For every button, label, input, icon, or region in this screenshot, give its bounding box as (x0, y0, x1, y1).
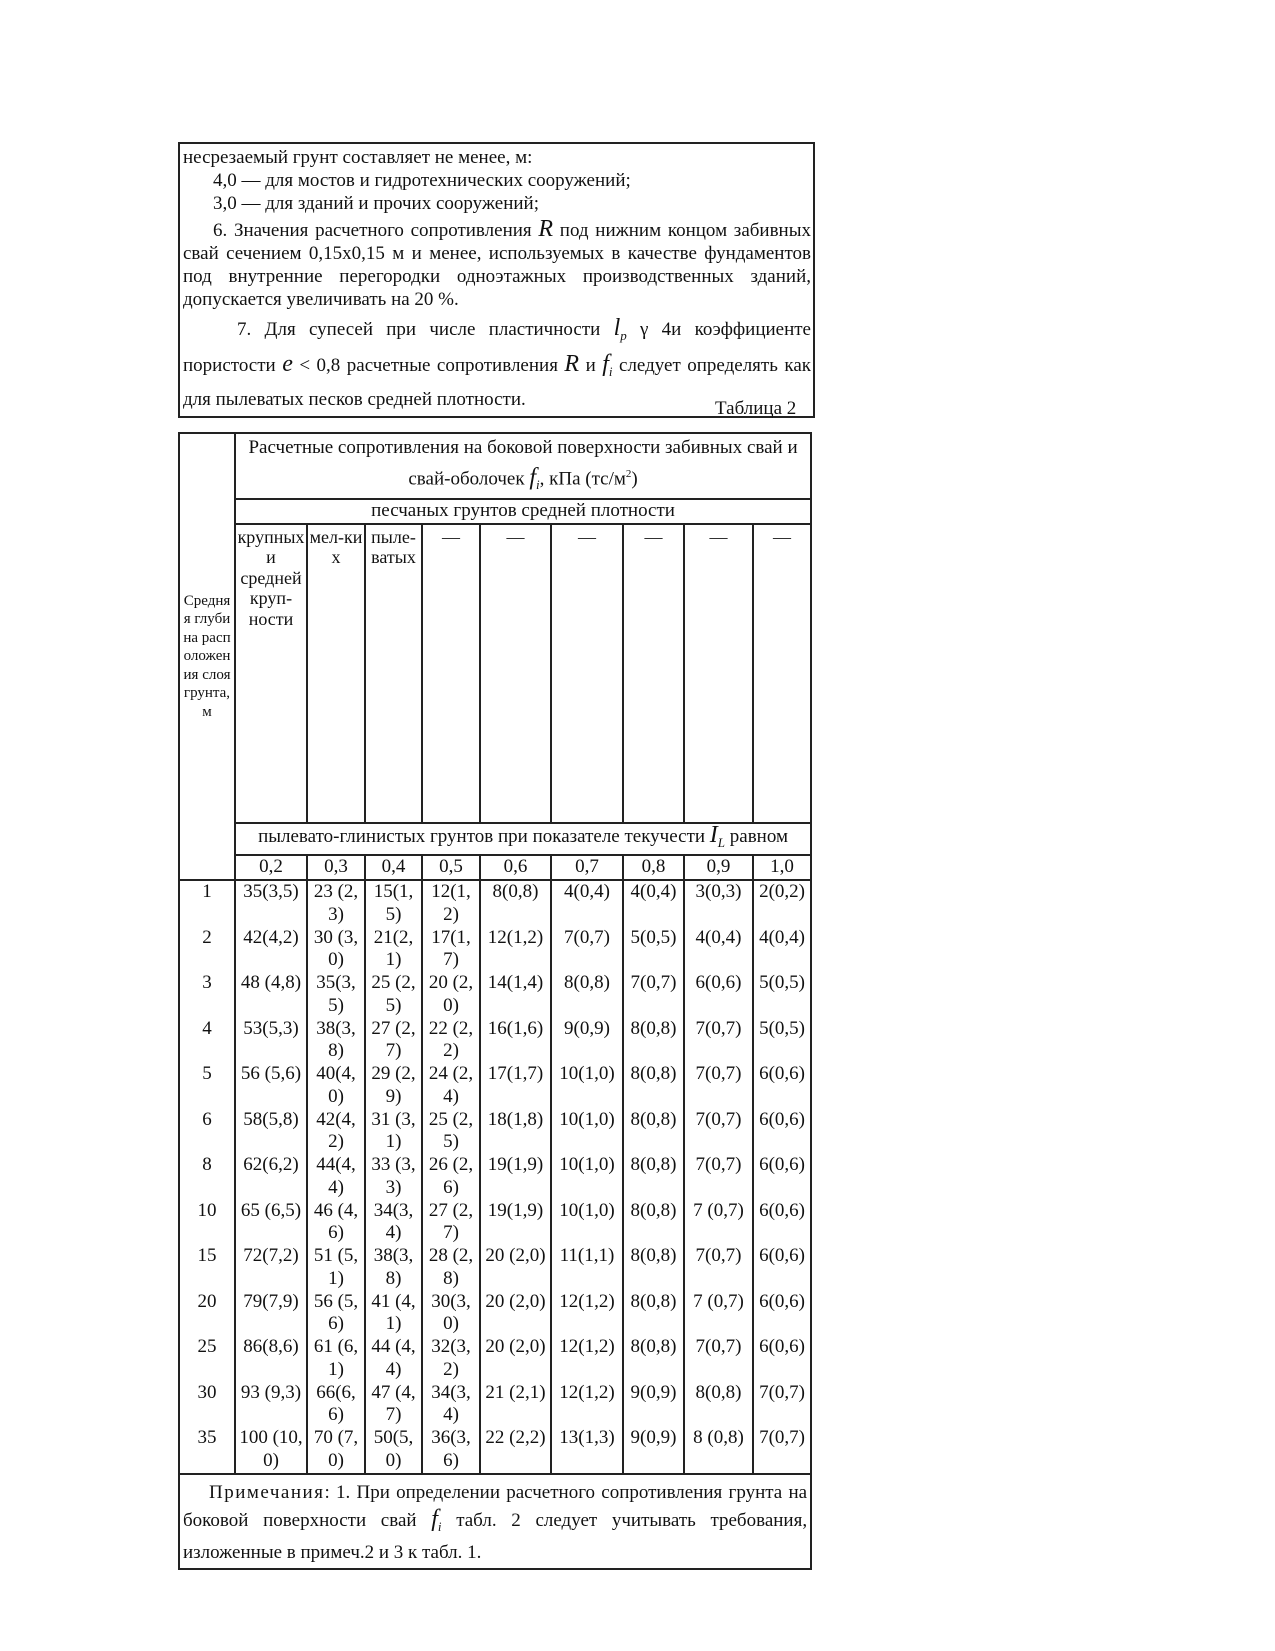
value-cell: 5(0,5) (753, 1018, 811, 1064)
value-cell: 34(3,4) (422, 1382, 480, 1428)
note-label: Примечания (209, 1481, 325, 1503)
depth-header: Средняя глубина расположения слоя грунта, м (179, 433, 235, 880)
value-cell: 19(1,9) (480, 1200, 551, 1246)
depth-cell: 25 (179, 1336, 235, 1382)
depth-cell: 5 (179, 1063, 235, 1109)
value-cell: 8(0,8) (623, 1109, 684, 1155)
subscript: i (608, 363, 613, 379)
note-line: 4,0 — для мостов и гидротехнических сооружений; (213, 170, 631, 191)
value-cell: 6(0,6) (753, 1154, 811, 1200)
value-cell: 10(1,0) (551, 1063, 623, 1109)
value-cell: 8(0,8) (623, 1154, 684, 1200)
text: пылевато-глинистых грунтов при показателе текучести (258, 825, 710, 847)
table-caption: Таблица 2 (715, 398, 797, 419)
table-note (179, 1474, 811, 1570)
symbol-lp: l (613, 315, 621, 341)
value-cell: 29 (2,9) (365, 1063, 422, 1109)
value-cell: 12(1,2) (551, 1382, 623, 1428)
value-cell: 7(0,7) (684, 1109, 753, 1155)
value-cell: 48 (4,8) (235, 972, 307, 1018)
symbol-f: f (529, 464, 537, 491)
value-cell: 7 (0,7) (684, 1200, 753, 1246)
value-cell: 25 (2,5) (422, 1109, 480, 1155)
value-cell: 8(0,8) (623, 1245, 684, 1291)
value-cell: 12(1,2) (422, 880, 480, 927)
value-cell: 4(0,4) (623, 880, 684, 927)
value-cell: 7(0,7) (753, 1382, 811, 1428)
value-cell: 7(0,7) (684, 1063, 753, 1109)
value-cell: 28 (2,8) (422, 1245, 480, 1291)
symbol-r: R (538, 216, 554, 242)
value-cell: 25 (2,5) (365, 972, 422, 1018)
main-header (235, 433, 811, 499)
value-cell: 10(1,0) (551, 1200, 623, 1246)
symbol-f: f (602, 350, 609, 377)
value-cell: 7(0,7) (753, 1427, 811, 1474)
value-cell: 8(0,8) (623, 1018, 684, 1064)
value-cell: 27 (2,7) (422, 1200, 480, 1246)
depth-cell: 1 (179, 880, 235, 927)
il-value-header: 0,5 (422, 855, 480, 880)
sand-column-header: — (551, 524, 623, 823)
value-cell: 34(3,4) (365, 1200, 422, 1246)
value-cell: 9(0,9) (623, 1382, 684, 1428)
il-value-header: 0,8 (623, 855, 684, 880)
sand-column-header: — (753, 524, 811, 823)
depth-cell: 6 (179, 1109, 235, 1155)
value-cell: 2(0,2) (753, 880, 811, 927)
table-row (179, 1063, 811, 1109)
depth-cell: 10 (179, 1200, 235, 1246)
sand-column-header: крупных и средней круп-ности (235, 524, 307, 823)
symbol-f: f (431, 1505, 438, 1532)
value-cell: 7(0,7) (623, 972, 684, 1018)
value-cell: 7(0,7) (551, 927, 623, 973)
value-cell: 22 (2,2) (422, 1018, 480, 1064)
value-cell: 20 (2,0) (422, 972, 480, 1018)
subscript: L (717, 834, 726, 850)
text: равном (725, 825, 789, 847)
value-cell: 93 (9,3) (235, 1382, 307, 1428)
value-cell: 41 (4,1) (365, 1291, 422, 1337)
value-cell: 13(1,3) (551, 1427, 623, 1474)
value-cell: 6(0,6) (684, 972, 753, 1018)
value-cell: 36(3,6) (422, 1427, 480, 1474)
il-value-header: 0,4 (365, 855, 422, 880)
symbol-il: I (709, 821, 718, 848)
text: Расчетные сопротивления на боковой поверхности забивных свай и свай-оболочек (248, 437, 798, 490)
text: под нижним концом забивных свай сечением 0,15x0,15 м и менее, используемых в качестве фундаментов под внутренние перегородки одноэтажных производственных зданий, допускается увеличивать на 20 %. (183, 220, 811, 310)
value-cell: 70 (7,0) (307, 1427, 365, 1474)
text: , кПа (тс/м (539, 468, 626, 490)
il-value-header: 0,6 (480, 855, 551, 880)
text: 7. Для супесей при числе пластичности (237, 319, 614, 340)
value-cell: 8(0,8) (684, 1382, 753, 1428)
table-row (179, 1382, 811, 1428)
value-cell: 8 (0,8) (684, 1427, 753, 1474)
value-cell: 6(0,6) (753, 1200, 811, 1246)
value-cell: 31 (3,1) (365, 1109, 422, 1155)
value-cell: 4(0,4) (684, 927, 753, 973)
value-cell: 8(0,8) (480, 880, 551, 927)
value-cell: 100 (10,0) (235, 1427, 307, 1474)
notes-box (178, 142, 815, 418)
table-row (179, 1336, 811, 1382)
il-value-header: 0,3 (307, 855, 365, 880)
symbol-e: e (282, 350, 293, 377)
table-row (179, 1291, 811, 1337)
value-cell: 6(0,6) (753, 1109, 811, 1155)
text: табл. 2 следует учитывать требования, изложенные в примеч.2 и 3 к табл. 1. (183, 1509, 808, 1564)
text: и (579, 354, 603, 376)
value-cell: 5(0,5) (623, 927, 684, 973)
value-cell: 51 (5,1) (307, 1245, 365, 1291)
value-cell: 50(5,0) (365, 1427, 422, 1474)
value-cell: 6(0,6) (753, 1245, 811, 1291)
value-cell: 4(0,4) (753, 927, 811, 973)
text: ) (631, 468, 638, 490)
value-cell: 14(1,4) (480, 972, 551, 1018)
value-cell: 38(3,8) (365, 1245, 422, 1291)
value-cell: 21(2,1) (365, 927, 422, 973)
depth-cell: 2 (179, 927, 235, 973)
value-cell: 35(3,5) (235, 880, 307, 927)
text: : 1. При определении расчетного сопротивления грунта на боковой поверхности свай (183, 1481, 808, 1531)
symbol-r: R (564, 350, 580, 377)
table-row (179, 1427, 811, 1474)
table-row (179, 1154, 811, 1200)
table-row (179, 1018, 811, 1064)
value-cell: 23 (2,3) (307, 880, 365, 927)
value-cell: 7(0,7) (684, 1336, 753, 1382)
il-value-header: 1,0 (753, 855, 811, 880)
value-cell: 17(1,7) (422, 927, 480, 973)
value-cell: 8(0,8) (551, 972, 623, 1018)
value-cell: 21 (2,1) (480, 1382, 551, 1428)
value-cell: 24 (2,4) (422, 1063, 480, 1109)
table-row (179, 880, 811, 927)
depth-cell: 8 (179, 1154, 235, 1200)
table-row (179, 1109, 811, 1155)
value-cell: 18(1,8) (480, 1109, 551, 1155)
table-row (179, 1245, 811, 1291)
depth-cell: 35 (179, 1427, 235, 1474)
value-cell: 22 (2,2) (480, 1427, 551, 1474)
depth-cell: 3 (179, 972, 235, 1018)
value-cell: 62(6,2) (235, 1154, 307, 1200)
table-row (179, 1200, 811, 1246)
text: < 0,8 расчетные сопротивления (292, 354, 565, 376)
sand-column-header: — (684, 524, 753, 823)
value-cell: 42(4,2) (307, 1109, 365, 1155)
subscript: p (620, 327, 627, 343)
value-cell: 53(5,3) (235, 1018, 307, 1064)
value-cell: 16(1,6) (480, 1018, 551, 1064)
value-cell: 35(3,5) (307, 972, 365, 1018)
value-cell: 66(6,6) (307, 1382, 365, 1428)
sand-column-header: мел-ких (307, 524, 365, 823)
value-cell: 6(0,6) (753, 1291, 811, 1337)
value-cell: 61 (6,1) (307, 1336, 365, 1382)
value-cell: 30 (3,0) (307, 927, 365, 973)
note-line: несрезаемый грунт составляет не менее, м: (183, 147, 533, 168)
value-cell: 11(1,1) (551, 1245, 623, 1291)
value-cell: 6(0,6) (753, 1063, 811, 1109)
value-cell: 46 (4,6) (307, 1200, 365, 1246)
value-cell: 17(1,7) (480, 1063, 551, 1109)
sand-column-header: — (623, 524, 684, 823)
value-cell: 86(8,6) (235, 1336, 307, 1382)
value-cell: 72(7,2) (235, 1245, 307, 1291)
value-cell: 20 (2,0) (480, 1245, 551, 1291)
clay-header (235, 823, 811, 856)
value-cell: 9(0,9) (623, 1427, 684, 1474)
il-value-header: 0,9 (684, 855, 753, 880)
value-cell: 3(0,3) (684, 880, 753, 927)
value-cell: 44 (4,4) (365, 1336, 422, 1382)
value-cell: 9(0,9) (551, 1018, 623, 1064)
note-line: 3,0 — для зданий и прочих сооружений; (213, 193, 539, 214)
value-cell: 38(3,8) (307, 1018, 365, 1064)
value-cell: 26 (2,6) (422, 1154, 480, 1200)
value-cell: 47 (4,7) (365, 1382, 422, 1428)
value-cell: 56 (5,6) (307, 1291, 365, 1337)
value-cell: 12(1,2) (480, 927, 551, 973)
value-cell: 10(1,0) (551, 1109, 623, 1155)
value-cell: 79(7,9) (235, 1291, 307, 1337)
value-cell: 33 (3,3) (365, 1154, 422, 1200)
depth-cell: 15 (179, 1245, 235, 1291)
value-cell: 8(0,8) (623, 1063, 684, 1109)
sand-column-header: — (480, 524, 551, 823)
value-cell: 32(3,2) (422, 1336, 480, 1382)
value-cell: 8(0,8) (623, 1200, 684, 1246)
value-cell: 42(4,2) (235, 927, 307, 973)
value-cell: 20 (2,0) (480, 1336, 551, 1382)
value-cell: 44(4,4) (307, 1154, 365, 1200)
value-cell: 30(3,0) (422, 1291, 480, 1337)
text: следует определять как для пылеватых песков средней плотности. (183, 354, 811, 410)
table-row (179, 972, 811, 1018)
value-cell: 8(0,8) (623, 1336, 684, 1382)
value-cell: 5(0,5) (753, 972, 811, 1018)
text: γ 4и коэффициенте пористости (183, 319, 811, 376)
subscript: i (437, 1518, 442, 1534)
value-cell: 7(0,7) (684, 1154, 753, 1200)
value-cell: 10(1,0) (551, 1154, 623, 1200)
sand-column-header: пыле-ватых (365, 524, 422, 823)
note-6 (183, 218, 811, 311)
resistance-table (178, 432, 812, 1570)
value-cell: 7(0,7) (684, 1018, 753, 1064)
value-cell: 8(0,8) (623, 1291, 684, 1337)
il-value-header: 0,7 (551, 855, 623, 880)
value-cell: 58(5,8) (235, 1109, 307, 1155)
table-row (179, 927, 811, 973)
depth-cell: 30 (179, 1382, 235, 1428)
value-cell: 27 (2,7) (365, 1018, 422, 1064)
il-value-header: 0,2 (235, 855, 307, 880)
value-cell: 6(0,6) (753, 1336, 811, 1382)
value-cell: 20 (2,0) (480, 1291, 551, 1337)
sand-header: песчаных грунтов средней плотности (235, 499, 811, 524)
text: 6. Значения расчетного сопротивления (213, 220, 539, 241)
depth-cell: 20 (179, 1291, 235, 1337)
value-cell: 7 (0,7) (684, 1291, 753, 1337)
value-cell: 15(1,5) (365, 880, 422, 927)
value-cell: 7(0,7) (684, 1245, 753, 1291)
value-cell: 19(1,9) (480, 1154, 551, 1200)
value-cell: 4(0,4) (551, 880, 623, 927)
value-cell: 12(1,2) (551, 1291, 623, 1337)
depth-cell: 4 (179, 1018, 235, 1064)
value-cell: 40(4,0) (307, 1063, 365, 1109)
subscript: i (536, 477, 540, 493)
value-cell: 12(1,2) (551, 1336, 623, 1382)
sand-column-header: — (422, 524, 480, 823)
value-cell: 56 (5,6) (235, 1063, 307, 1109)
superscript: 2 (625, 468, 632, 480)
value-cell: 65 (6,5) (235, 1200, 307, 1246)
